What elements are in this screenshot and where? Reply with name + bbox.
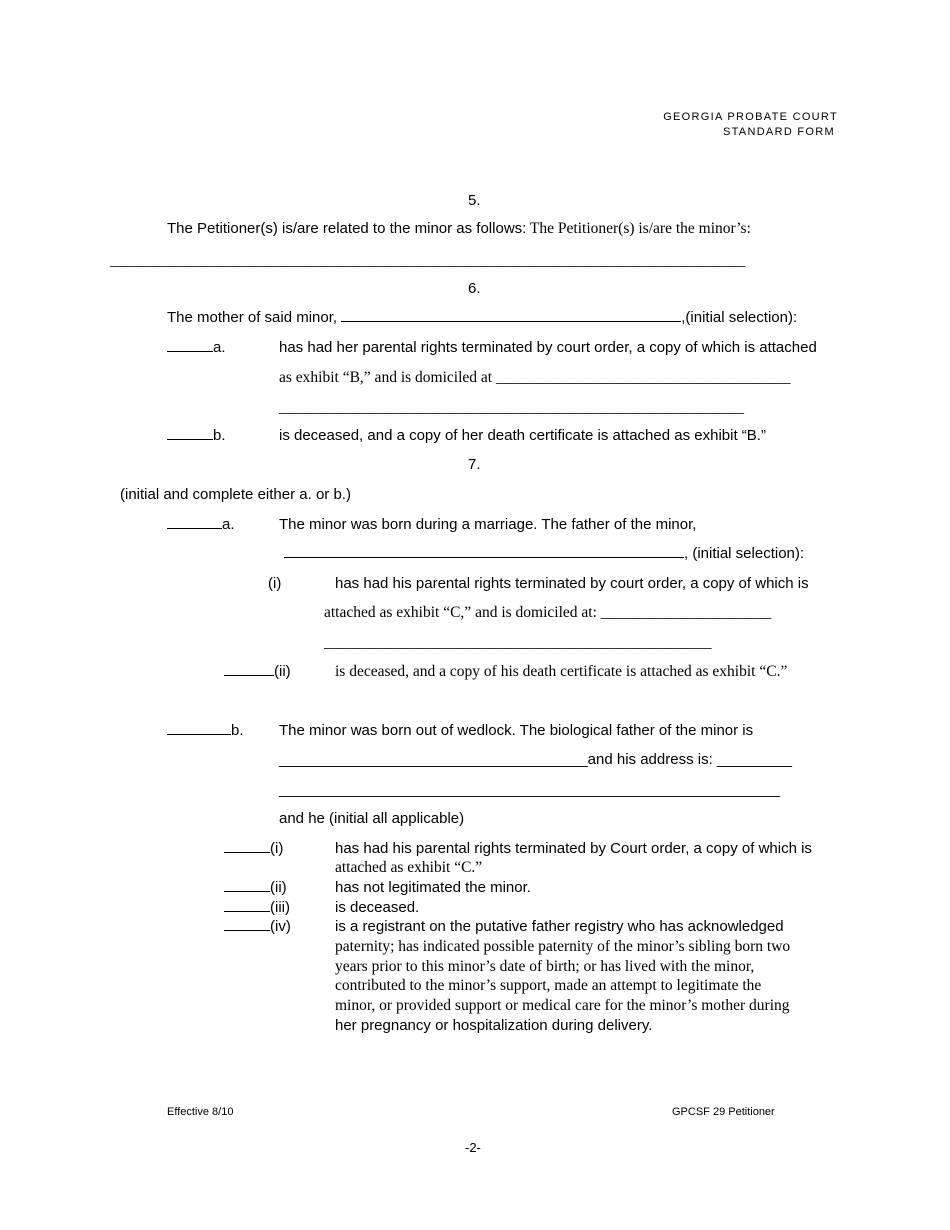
mother-name-blank[interactable]: [341, 320, 681, 322]
section-7b-iii-initial-blank[interactable]: [224, 910, 270, 912]
section-6b-label: b.: [213, 427, 226, 444]
section-7-instruction: (initial and complete either a. or b.): [120, 486, 351, 503]
section-7b-iv-text3: years prior to this minor’s date of birth; or has lived with the minor,: [335, 958, 755, 975]
section-7b-selector: [167, 722, 244, 739]
section-6a-label: a.: [213, 339, 226, 356]
section-7a-text2: , (initial selection):: [684, 545, 805, 562]
section-7b-iii-selector: [224, 899, 290, 916]
section-7b-text2: and he (initial all applicable): [279, 810, 465, 827]
section-7a-ii-initial-blank[interactable]: [224, 674, 274, 676]
section-7b-iv-text6: her pregnancy or hospitalization during delivery.: [335, 1017, 653, 1034]
section-7b-iv-text2: paternity; has indicated possible paternity of the minor’s sibling born two: [335, 938, 791, 955]
section-6a-line2: [279, 369, 790, 387]
section-7b-father-line: [279, 751, 792, 768]
section-7b-addr-blank[interactable]: _________: [716, 751, 793, 768]
section-7b-iv-initial-blank[interactable]: [224, 929, 270, 931]
section-7a-ii-text: is deceased, and a copy of his death certificate is attached as exhibit “C.”: [335, 663, 788, 680]
section-6a-initial-blank[interactable]: [167, 350, 213, 352]
section-7b-iv-selector: [224, 918, 291, 935]
section-7a-ii-selector: [224, 663, 291, 680]
page-number: -2-: [465, 1140, 481, 1155]
section-7a-i-text1: has had his parental rights terminated by court order, a copy of which is: [335, 575, 809, 592]
section-6b-initial-blank[interactable]: [167, 438, 213, 440]
section-7b-iii-label: (iii): [270, 899, 290, 916]
section-7a-i-domicile-blank2[interactable]: __________________________________________________: [324, 634, 712, 651]
section-7b-label: b.: [231, 722, 244, 739]
section-7-number: 7.: [468, 456, 481, 473]
section-7a-i-line2: [324, 604, 771, 622]
section-5-number: 5.: [468, 192, 481, 209]
section-7b-i-initial-blank[interactable]: [224, 851, 270, 853]
section-7b-i-text2: attached as exhibit “C.”: [335, 859, 483, 876]
court-header-line2: STANDARD FORM: [722, 126, 835, 138]
section-7b-iv-text4: contributed to the minor’s support, made an attempt to legitimate the: [335, 977, 762, 994]
section-7a-i-domicile-blank[interactable]: ______________________: [600, 604, 772, 621]
father-name-blank[interactable]: [284, 556, 684, 558]
mother-intro-suffix: ,(initial selection):: [681, 309, 798, 326]
section-7a-ii-label: (ii): [274, 663, 291, 680]
section-7b-i-selector: [224, 840, 283, 857]
section-6b-selector: [167, 427, 226, 444]
section-7b-i-label: (i): [270, 840, 284, 857]
section-6-number: 6.: [468, 280, 481, 297]
section-5-text: [167, 220, 751, 238]
section-6b-text: [279, 427, 766, 445]
court-header-line1: GEORGIA PROBATE COURT: [663, 111, 838, 123]
section-6a-domicile-blank2[interactable]: ____________________________________________________________: [279, 399, 744, 416]
section-7b-ii-initial-blank[interactable]: [224, 890, 270, 892]
section-6a-text2: as exhibit “B,” and is domiciled at: [279, 369, 496, 386]
section-7a-i-text2: attached as exhibit “C,” and is domiciled at:: [324, 604, 601, 621]
section-7b-i-text1: has had his parental rights terminated by Court order, a copy of which is: [335, 840, 812, 857]
section-7a-selector: [167, 516, 235, 533]
section-7b-iv-text1: is a registrant on the putative father registry who has acknowledged: [335, 918, 784, 935]
section-7b-iii-text: is deceased.: [335, 899, 420, 916]
section-7b-initial-blank[interactable]: [167, 733, 231, 735]
section-7b-addr-label: and his address is:: [587, 751, 717, 768]
section-7a-initial-blank[interactable]: [167, 527, 222, 529]
section-7a-father-line: [284, 545, 804, 562]
section-6a-domicile-blank[interactable]: ______________________________________: [495, 369, 791, 386]
section-7b-father-blank[interactable]: _____________________________________: [279, 751, 588, 768]
section-7b-text1: The minor was born out of wedlock. The biological father of the minor is: [279, 722, 754, 739]
mother-intro: The mother of said minor,: [167, 309, 338, 326]
footer-form-id: GPCSF 29 Petitioner: [672, 1106, 775, 1118]
section-7a-text1: The minor was born during a marriage. The father of the minor,: [279, 516, 697, 533]
section-6a-selector: [167, 339, 226, 356]
section-7a-label: a.: [222, 516, 235, 533]
section-6b-text-a: is deceased, and a copy of her death certificate is attached as exhibit “B.”: [279, 427, 766, 444]
section-7b-ii-text: has not legitimated the minor.: [335, 879, 531, 896]
mother-name-line: [167, 309, 797, 326]
footer-effective: Effective 8/10: [167, 1106, 234, 1118]
section-5-text-b: The Petitioner(s) is/are the minor’s:: [526, 220, 751, 237]
section-5-text-a: The Petitioner(s) is/are related to the minor as follows:: [167, 220, 527, 237]
section-7b-ii-label: (ii): [270, 879, 287, 896]
section-7b-iv-text5: minor, or provided support or medical care for the minor’s mother during: [335, 997, 790, 1014]
section-7b-iv-label: (iv): [270, 918, 291, 935]
section-7a-i-label: (i): [268, 575, 282, 592]
section-7b-ii-selector: [224, 879, 287, 896]
section-5-relation-blank[interactable]: __________________________________________________________________________________: [110, 252, 746, 269]
section-6a-text1: has had her parental rights terminated by court order, a copy of which is attached: [279, 339, 817, 356]
section-7b-addr-blank2[interactable]: ____________________________________________________________: [279, 781, 780, 798]
